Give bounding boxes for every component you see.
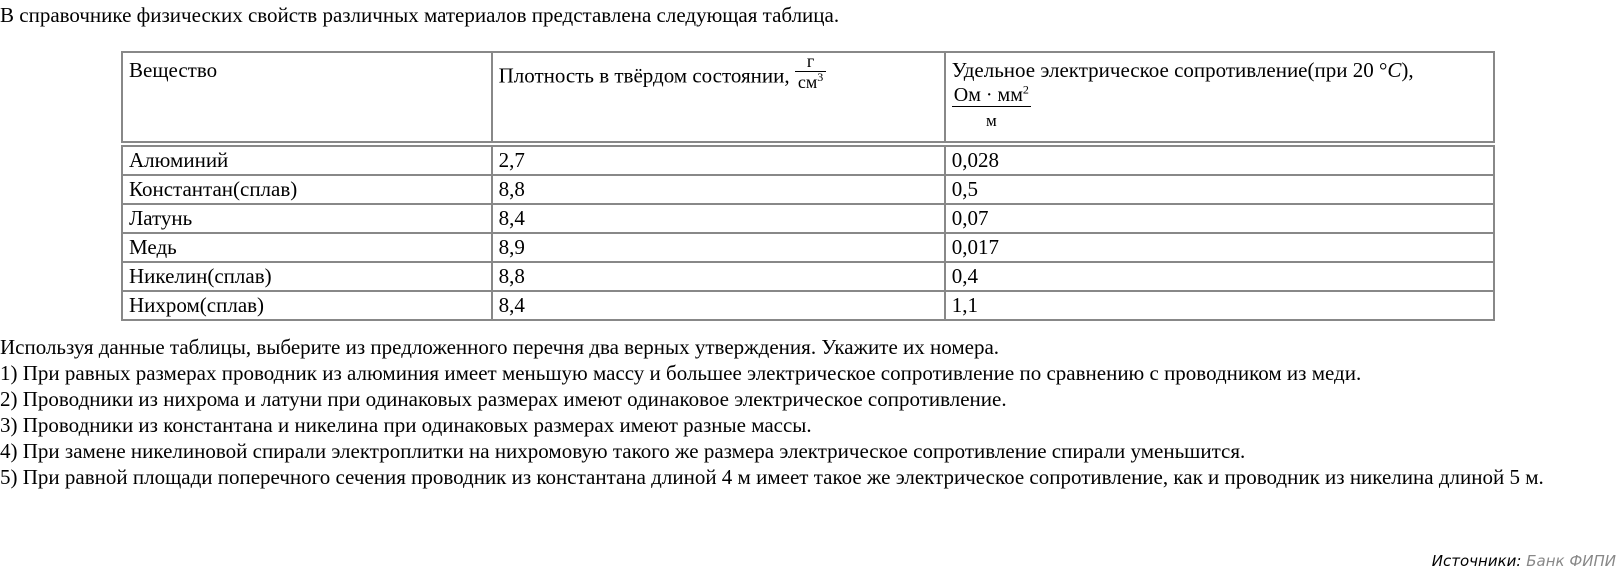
cell-substance: Латунь bbox=[122, 204, 492, 233]
source-link-fipi[interactable]: Банк ФИПИ bbox=[1526, 552, 1616, 570]
cell-resistivity: 1,1 bbox=[945, 291, 1494, 320]
resistivity-unit-fraction: $\frac{Ом \cdot мм^2}{м}$ bbox=[953, 82, 1029, 130]
option-2: 2) Проводники из нихрома и латуни при одинаковых размерах имеют одинаковое электрическое сопротивление. bbox=[0, 387, 1007, 411]
cell-resistivity: 0,07 bbox=[945, 204, 1494, 233]
cell-substance: Никелин(сплав) bbox=[122, 262, 492, 291]
cell-density: 8,4 bbox=[492, 291, 945, 320]
cell-substance: Нихром(сплав) bbox=[122, 291, 492, 320]
resistivity-label: Удельное электрическое сопротивление(при 20 bbox=[951, 58, 1374, 82]
degree-symbol: ° bbox=[1378, 58, 1388, 82]
option-1: 1) При равных размерах проводник из алюминия имеет меньшую массу и большее электрическое сопротивление по сравнению с проводником из меди. bbox=[0, 361, 1362, 385]
cell-substance: Константан(сплав) bbox=[122, 175, 492, 204]
cell-density: 8,8 bbox=[492, 262, 945, 291]
density-label: Плотность в твёрдом состоянии, bbox=[498, 63, 790, 88]
cell-resistivity: 0,017 bbox=[945, 233, 1494, 262]
cell-density: 8,8 bbox=[492, 175, 945, 204]
table-row bbox=[122, 262, 1494, 291]
table-row bbox=[122, 291, 1494, 320]
option-4: 4) При замене никелиновой спирали электроплитки на нихромовую такого же размера электрическое сопротивление спирали уменьшится. bbox=[0, 439, 1246, 463]
question-prompt: Используя данные таблицы, выберите из предложенного перечня два верных утверждения. Укажите их номера. bbox=[0, 335, 1000, 359]
cell-density: 8,9 bbox=[492, 233, 945, 262]
sources-line bbox=[1432, 550, 1616, 572]
sources-label: Источники: bbox=[1431, 552, 1522, 570]
option-3: 3) Проводники из константана и никелина при одинаковых размерах имеют разные массы. bbox=[0, 413, 812, 437]
cell-substance: Медь bbox=[122, 233, 492, 262]
table-header-row bbox=[122, 52, 1494, 144]
intro-text: В справочнике физических свойств различных материалов представлена следующая таблица. bbox=[0, 3, 840, 27]
header-density bbox=[492, 52, 945, 144]
table-row bbox=[122, 233, 1494, 262]
table-row bbox=[122, 144, 1494, 175]
properties-table bbox=[121, 51, 1495, 321]
question-block bbox=[0, 334, 1560, 490]
table-row bbox=[122, 204, 1494, 233]
table-row bbox=[122, 175, 1494, 204]
header-substance: Вещество bbox=[122, 52, 492, 144]
cell-substance: Алюминий bbox=[122, 144, 492, 175]
cell-resistivity: 0,028 bbox=[945, 144, 1494, 175]
celsius-symbol: C bbox=[1387, 58, 1402, 82]
cell-density: 2,7 bbox=[492, 144, 945, 175]
density-unit-fraction: $\frac{г}{см^3}$ bbox=[795, 51, 826, 92]
cell-resistivity: 0,4 bbox=[945, 262, 1494, 291]
header-resistivity: Удельное электрическое сопротивление(при 20 °C), $\frac{Ом \cdot мм^2}{м}$ bbox=[945, 52, 1494, 144]
cell-density: 8,4 bbox=[492, 204, 945, 233]
cell-resistivity: 0,5 bbox=[945, 175, 1494, 204]
option-5: 5) При равной площади поперечного сечения проводник из константана длиной 4 м имеет такое же электрическое сопротивление, как и проводник из никелина длиной 5 м. bbox=[0, 465, 1544, 489]
